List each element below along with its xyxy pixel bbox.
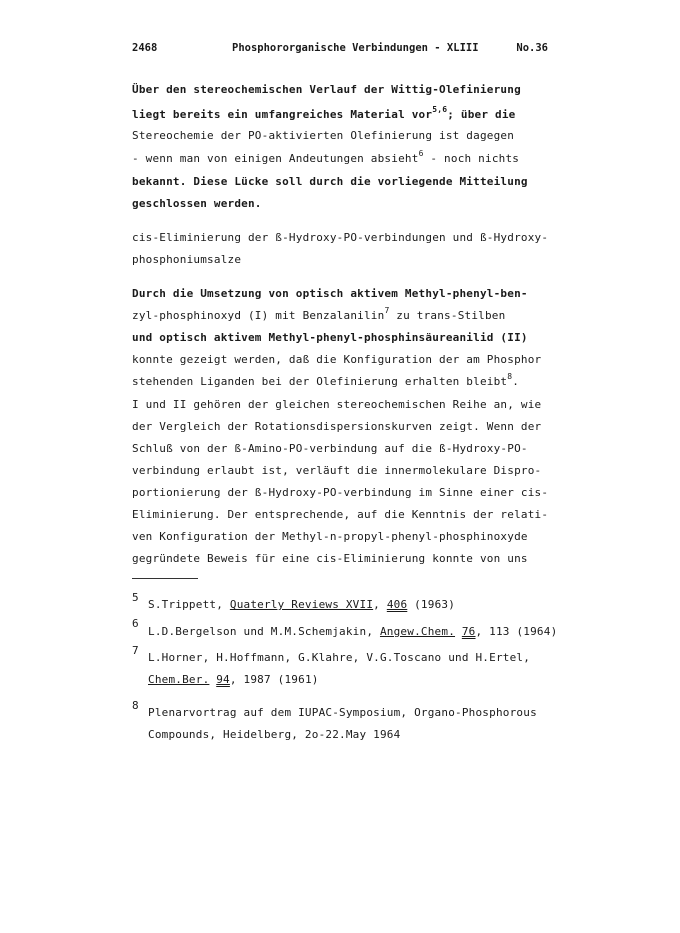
issue-number: No.36 (516, 42, 548, 54)
body-line: und optisch aktivem Methyl-phenyl-phosphinsäureanilid (II) (132, 331, 528, 344)
body-line: liegt bereits ein umfangreiches Material vor$^{5,6}$; über die (132, 105, 516, 121)
body-line: verbindung erlaubt ist, verläuft die innermolekulare Dispro- (132, 464, 542, 477)
footnote-number: 8 (132, 699, 139, 712)
body-line: zyl-phosphinoxyd (I) mit Benzalanilin$^7$ zu trans-Stilben (132, 306, 506, 322)
footnote-text: L.Horner, H.Hoffmann, G.Klahre, V.G.Toscano und H.Ertel, (148, 651, 531, 664)
footnote-ref: 5,6 (432, 105, 448, 114)
footnote-text: Compounds, Heidelberg, 2o-22.May 1964 (148, 728, 401, 741)
body-line: konnte gezeigt werden, daß die Konfiguration der am Phosphor (132, 353, 542, 366)
footnote-number: 6 (132, 617, 139, 630)
body-line: Über den stereochemischen Verlauf der Wittig-Olefinierung (132, 83, 521, 96)
footnote-number: 7 (132, 644, 139, 657)
body-line: portionierung der ß-Hydroxy-PO-verbindung im Sinne einer cis- (132, 486, 549, 499)
running-header (132, 42, 548, 58)
section-heading: phosphoniumsalze (132, 253, 242, 266)
body-line: ven Konfiguration der Methyl-n-propyl-phenyl-phosphinoxyde (132, 530, 528, 543)
body-line: - wenn man von einigen Andeutungen absieht$^6$ - noch nichts (132, 149, 520, 165)
body-line: Durch die Umsetzung von optisch aktivem Methyl-phenyl-ben- (132, 287, 528, 300)
footnote-text: Plenarvortrag auf dem IUPAC-Symposium, Organo-Phosphorous (148, 706, 537, 719)
running-title: Phosphororganische Verbindungen - XLIII (232, 42, 479, 54)
body-line: bekannt. Diese Lücke soll durch die vorliegende Mitteilung (132, 175, 528, 188)
footnote-number: 5 (132, 591, 139, 604)
body-line: Stereochemie der PO-aktivierten Olefinierung ist dagegen (132, 129, 515, 142)
footnote-separator (132, 578, 198, 579)
page-number: 2468 (132, 42, 158, 54)
section-heading: cis-Eliminierung der ß-Hydroxy-PO-verbindungen und ß-Hydroxy- (132, 231, 549, 244)
body-line: gegründete Beweis für eine cis-Eliminierung konnte von uns (132, 552, 528, 565)
footnote-ref: 7 (384, 306, 390, 315)
footnote-text: L.D.Bergelson und M.M.Schemjakin, Angew.Chem. 76, 113 (1964) (148, 625, 558, 638)
footnote-ref: 8 (507, 372, 513, 381)
footnote-text: S.Trippett, Quaterly Reviews XVII, 406 (1963) (148, 598, 456, 611)
body-line: geschlossen werden. (132, 197, 262, 210)
body-line: Schluß von der ß-Amino-PO-verbindung auf die ß-Hydroxy-PO- (132, 442, 528, 455)
body-line: Eliminierung. Der entsprechende, auf die Kenntnis der relati- (132, 508, 549, 521)
footnote-ref: 6 (418, 149, 424, 158)
footnote-text: Chem.Ber. 94, 1987 (1961) (148, 673, 319, 686)
body-line: I und II gehören der gleichen stereochemischen Reihe an, wie (132, 398, 542, 411)
body-line: stehenden Liganden bei der Olefinierung erhalten bleibt$^8$. (132, 372, 520, 388)
body-line: der Vergleich der Rotationsdispersionskurven zeigt. Wenn der (132, 420, 542, 433)
